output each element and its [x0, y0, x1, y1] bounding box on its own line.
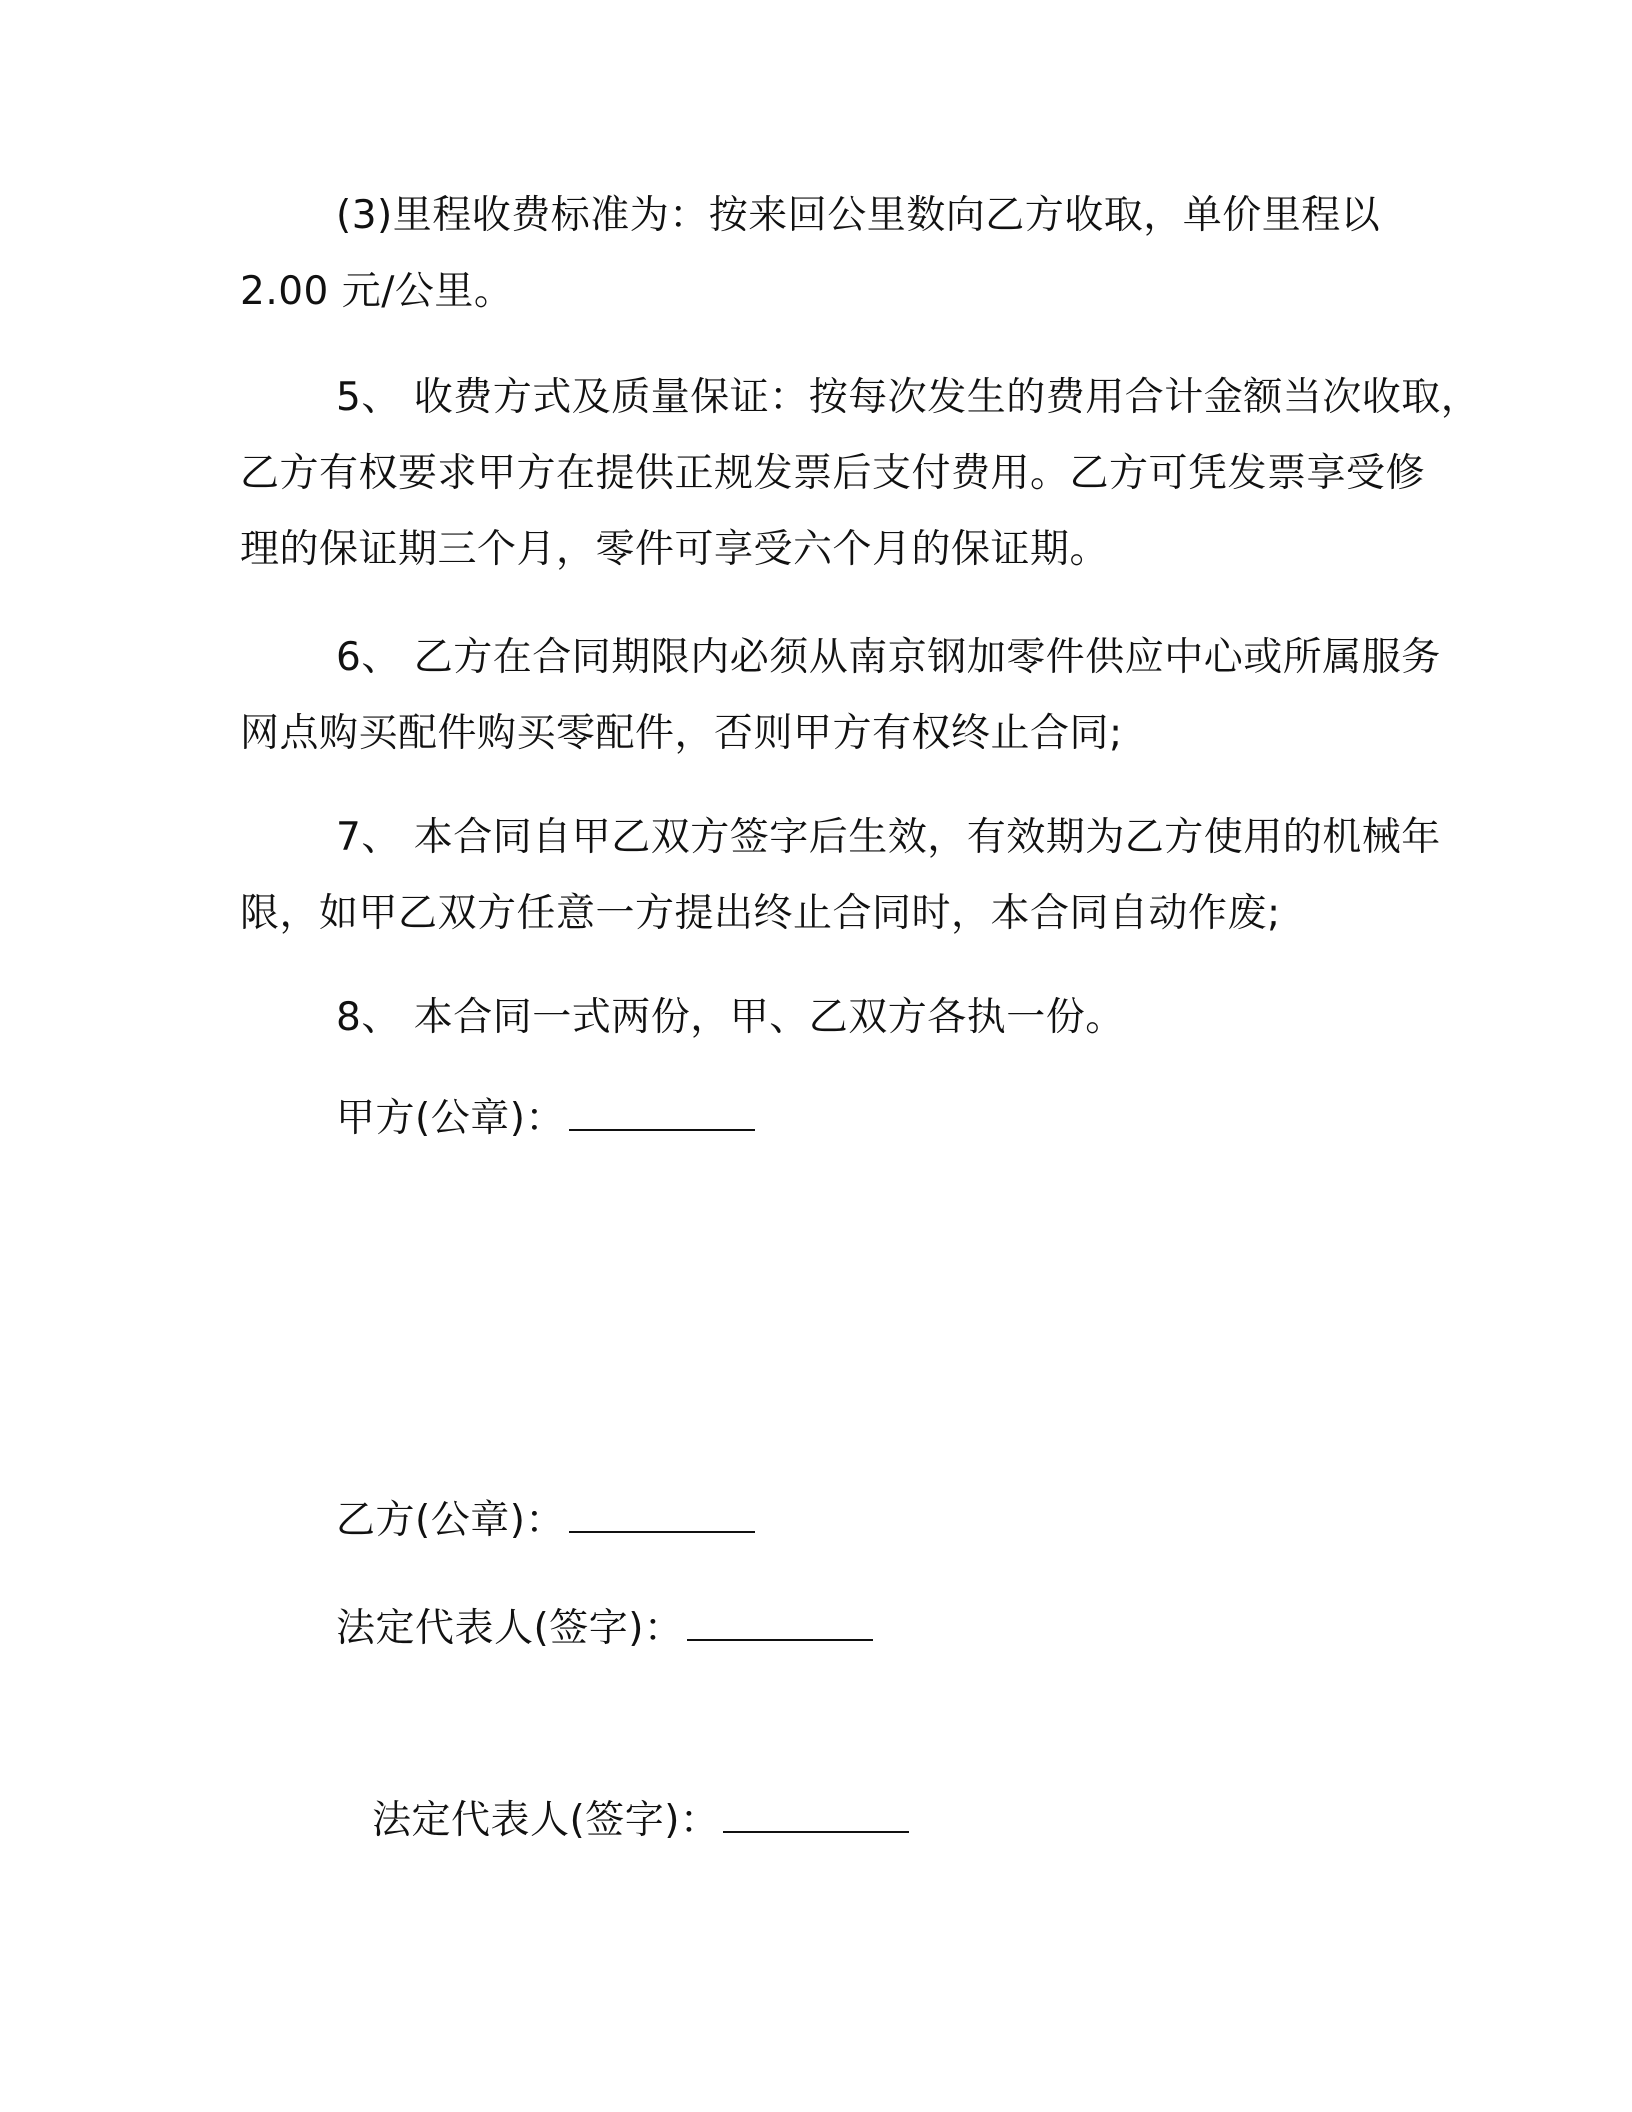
text-line: 6、 乙方在合同期限内必须从南京钢加零件供应中心或所属服务 [336, 635, 1441, 680]
signature-label: 乙方(公章)： [336, 1498, 565, 1543]
paragraph-clause-6 [240, 620, 1440, 772]
paragraph-clause-7 [240, 800, 1440, 952]
text-line: (3)里程收费标准为：按来回公里数向乙方收取，单价里程以 [336, 193, 1381, 238]
paragraph-clause-8 [240, 980, 1440, 1056]
signature-blank[interactable] [687, 1609, 873, 1641]
signature-blank[interactable] [569, 1501, 755, 1533]
signature-party-a [336, 1094, 755, 1144]
paragraph-mileage-fee [240, 178, 1440, 330]
signature-legal-rep-2 [372, 1796, 909, 1846]
text-line: 7、 本合同自甲乙双方签字后生效，有效期为乙方使用的机械年 [336, 815, 1441, 860]
signature-label: 法定代表人(签字)： [372, 1798, 720, 1843]
signature-blank[interactable] [723, 1801, 909, 1833]
text-line: 乙方有权要求甲方在提供正规发票后支付费用。乙方可凭发票享受修 [240, 451, 1426, 496]
signature-legal-rep-1 [336, 1604, 873, 1654]
paragraph-clause-5 [240, 360, 1481, 588]
text-line: 5、 收费方式及质量保证：按每次发生的费用合计金额当次收取， [336, 375, 1481, 420]
signature-label: 甲方(公章)： [336, 1096, 565, 1141]
text-line: 2.00 元/公里。 [240, 269, 514, 314]
text-line: 理的保证期三个月，零件可享受六个月的保证期。 [240, 527, 1110, 572]
signature-label: 法定代表人(签字)： [336, 1606, 684, 1651]
text-line: 限，如甲乙双方任意一方提出终止合同时，本合同自动作废; [240, 891, 1281, 936]
text-line: 8、 本合同一式两份，甲、乙双方各执一份。 [336, 995, 1125, 1040]
signature-party-b [336, 1496, 755, 1546]
text-line: 网点购买配件购买零配件，否则甲方有权终止合同; [240, 711, 1123, 756]
signature-blank[interactable] [569, 1099, 755, 1131]
